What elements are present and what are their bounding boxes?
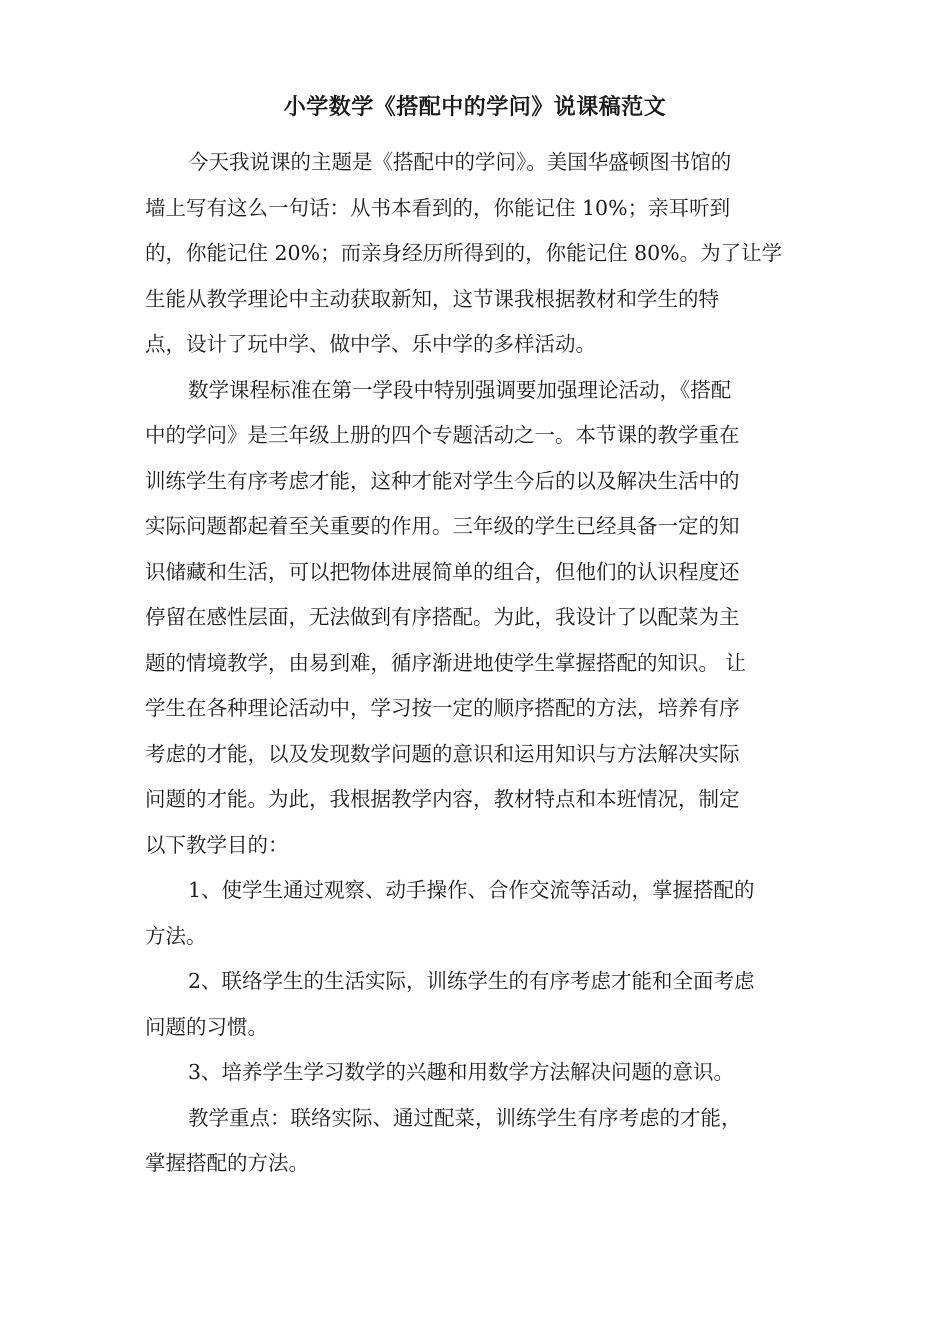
text-line: 掌握搭配的方法。 [145, 1151, 309, 1175]
document-body [145, 140, 805, 1187]
document-title: 小学数学《搭配中的学问》说课稿范文 [283, 95, 667, 120]
text-line: 1、使学生通过观察、动手操作、合作交流等活动，掌握搭配的 [188, 878, 755, 902]
text-line: 的，你能记住 20%；而亲身经历所得到的，你能记住 80%。为了让学 [145, 241, 783, 265]
text-line: 教学重点：联络实际、通过配菜，训练学生有序考虑的才能， [188, 1105, 742, 1130]
text-line: 墙上写有这么一句话：从书本看到的，你能记住 10%；亲耳听到 [145, 195, 731, 220]
text-line: 题的情境教学，由易到难，循序渐进地使学生掌握搭配的知识。 让 [145, 650, 747, 675]
text-line: 以下教学目的： [145, 832, 289, 857]
text-line: 问题的习惯。 [145, 1014, 268, 1039]
text-line: 问题的才能。为此，我根据教学内容，教材特点和本班情况，制定 [145, 787, 740, 811]
text-line: 考虑的才能，以及发现数学问题的意识和运用知识与方法解决实际 [145, 741, 740, 766]
text-line: 学生在各种理论活动中，学习按一定的顺序搭配的方法，培养有序 [145, 696, 740, 720]
text-line: 实际问题都起着至关重要的作用。三年级的学生已经具备一定的知 [145, 514, 740, 538]
text-line: 数学课程标准在第一学段中特别强调要加强理论活动，《搭配 [188, 377, 732, 402]
text-line: 生能从教学理论中主动获取新知，这节课我根据教材和学生的特 [145, 286, 719, 311]
text-line: 点，设计了玩中学、做中学、乐中学的多样活动。 [145, 332, 596, 356]
text-line: 2、联络学生的生活实际，训练学生的有序考虑才能和全面考虑 [188, 969, 755, 993]
text-line: 识储藏和生活，可以把物体进展简单的组合，但他们的认识程度还 [145, 559, 740, 584]
text-line: 3、培养学生学习数学的兴趣和用数学方法解决问题的意识。 [188, 1060, 735, 1084]
text-line: 中的学问》是三年级上册的四个专题活动之一。本节课的教学重在 [145, 423, 740, 447]
text-line: 训练学生有序考虑才能，这种才能对学生今后的以及解决生活中的 [145, 468, 740, 493]
text-line: 方法。 [145, 923, 207, 948]
text-line: 今天我说课的主题是《搭配中的学问》。美国华盛顿图书馆的 [188, 150, 732, 174]
text-line: 停留在感性层面，无法做到有序搭配。为此，我设计了以配菜为主 [145, 605, 740, 629]
